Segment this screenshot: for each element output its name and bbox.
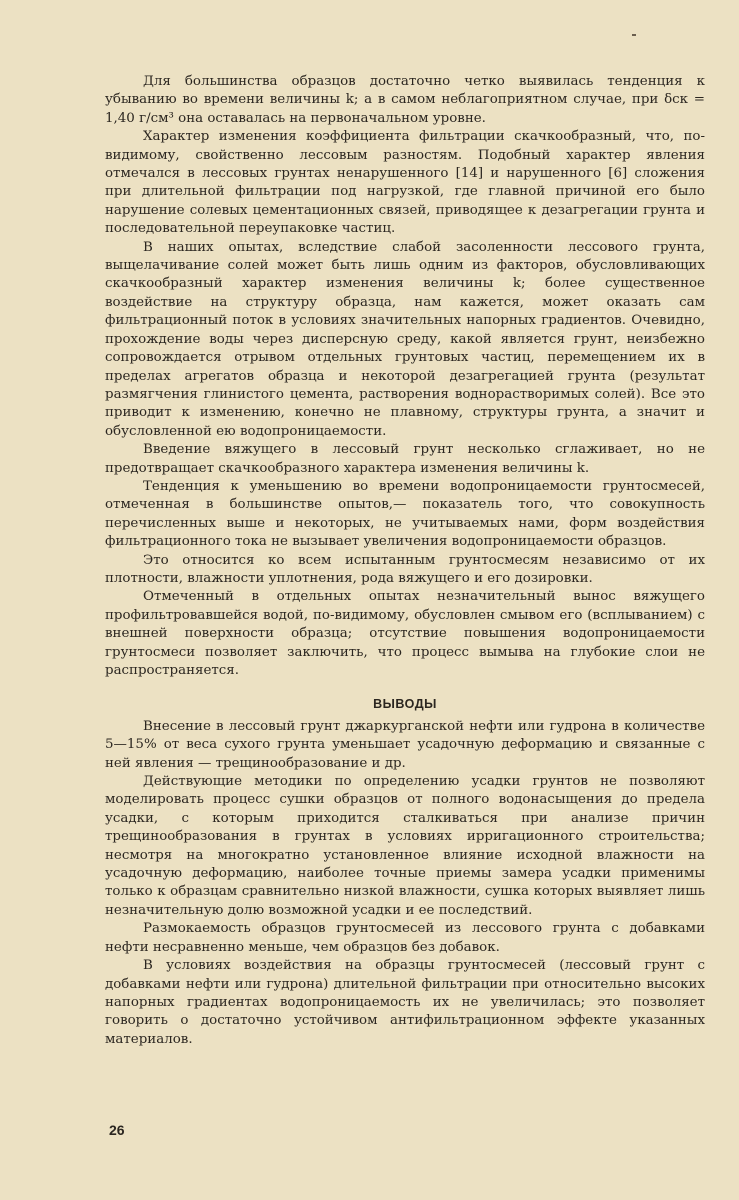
page-number: 26 bbox=[109, 1122, 125, 1138]
section-heading: ВЫВОДЫ bbox=[373, 697, 437, 712]
paragraph: Введение вяжущего в лессовый грунт несколько сглаживает, но не предотвращает скачкообразного характера изменения величины k. bbox=[105, 442, 705, 476]
paragraph: Тенденция к уменьшению во времени водопроницаемости грунтосмесей, отмеченная в большинстве опытов,— показатель того, что совокупность перечисленных выше и некоторых, не учитываемых нами, форм воздействия фильтрационного тока не вызывает увеличения водопроницаемости образцов. bbox=[105, 478, 705, 550]
paragraph: Характер изменения коэффициента фильтрации скачкообразный, что, по-видимому, свойственно лессовым разностям. Подобный характер явления отмечался в лессовых грунтах ненарушенного [14] и нарушенного [6] сложения при длительной фильтрации под нагрузкой, где главной причиной его было нарушение солевых цементационных связей, приводящее к дезагрегации грунта и последовательной переупаковке частиц. bbox=[105, 129, 705, 237]
body-text bbox=[105, 73, 705, 1049]
paragraph: В условиях воздействия на образцы грунтосмесей (лессовый грунт с добавками нефти или гудрона) длительной фильтрации при относительно высоких напорных градиентах водопроницаемость их не увеличилась; это позволяет говорить о достаточно устойчивом антифильтрационном эффекте указанных материалов. bbox=[105, 958, 705, 1047]
paragraph: Действующие методики по определению усадки грунтов не позволяют моделировать процесс сушки образцов от полного водонасыщения до предела усадки, с которым приходится сталкиваться при анализе причин трещинообразования в грунтах в условиях ирригационного строительства; несмотря на многократно установленное влияние исходной влажности на усадочную деформацию, наиболее точные приемы замера усадки применимы только к образцам сравнительно низкой влажности, сушка которых выявляет лишь незначительную долю возможной усадки и ее последствий. bbox=[105, 774, 705, 918]
paragraph: Это относится ко всем испытанным грунтосмесям независимо от их плотности, влажности уплотнения, рода вяжущего и его дозировки. bbox=[105, 552, 705, 586]
print-speck bbox=[632, 34, 636, 36]
paragraph: Для большинства образцов достаточно четко выявилась тенденция к убыванию во времени величины k; а в самом неблагоприятном случае, при δск = 1,40 г/см³ она оставалась на первоначальном уровне. bbox=[105, 74, 705, 126]
paragraph: Отмеченный в отдельных опытах незначительный вынос вяжущего профильтровавшейся водой, по-видимому, обусловлен смывом его (всплыванием) с внешней поверхности образца; отсутствие повышения водопроницаемости грунтосмеси позволяет заключить, что процесс вымыва на глубокие слои не распространяется. bbox=[105, 589, 705, 678]
paragraph: Внесение в лессовый грунт джаркурганской нефти или гудрона в количестве 5—15% от веса сухого грунта уменьшает усадочную деформацию и связанные с ней явления — трещинообразование и др. bbox=[105, 718, 705, 771]
paragraph: В наших опытах, вследствие слабой засоленности лессового грунта, выщелачивание солей может быть лишь одним из факторов, обусловливающих скачкообразный характер изменения величины k; более существенное воздействие на структуру образца, нам кажется, может оказать сам фильтрационный поток в условиях значительных напорных градиентов. Очевидно, прохождение воды через дисперсную среду, какой является грунт, неизбежно сопровождается отрывом отдельных грунтовых частиц, перемещением их в пределах агрегатов образца и некоторой дезагрегацией грунта (результат размягчения глинистого цемента, растворения воднорастворимых солей). Все это приводит к изменению, конечно не плавному, структуры грунта, а значит и обусловленной ею водопроницаемости. bbox=[105, 239, 705, 439]
paragraph: Размокаемость образцов грунтосмесей из лессового грунта с добавками нефти несравненно меньше, чем образцов без добавок. bbox=[105, 921, 705, 955]
